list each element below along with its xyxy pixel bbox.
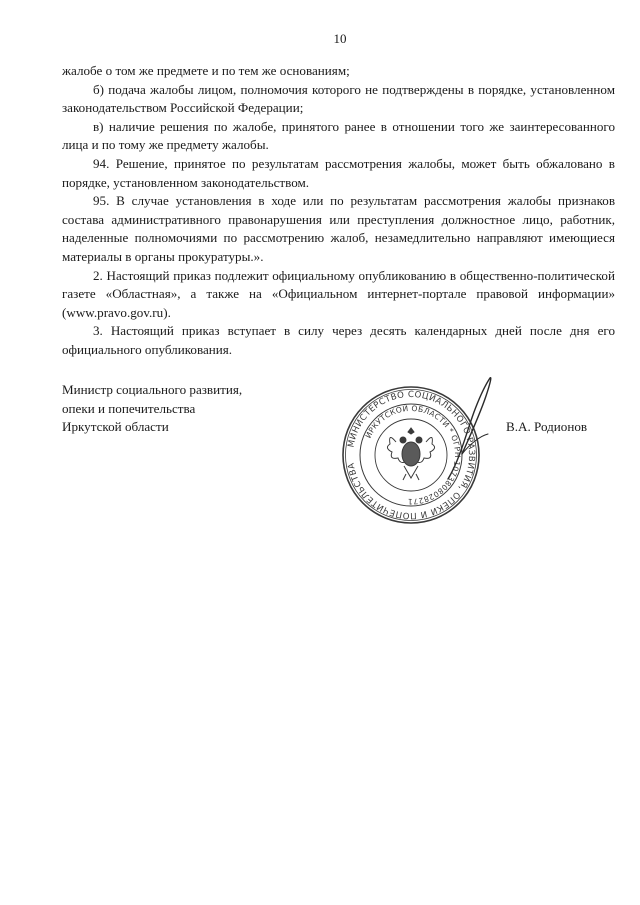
position-line: Иркутской области <box>62 419 169 434</box>
signatory-position <box>62 381 242 437</box>
paragraph-2-publication: 2. Настоящий приказ подлежит официальному опубликованию в общественно-политической газете «Областная», а также на «Официальном интернет-портале правовой информации» (www.pravo.gov.ru). <box>62 267 615 320</box>
document-body <box>62 62 615 360</box>
paragraph-item-v: в) наличие решения по жалобе, принятого ранее в отношении того же заинтересованного лица и по тому же предмету жалобы. <box>62 118 615 153</box>
position-line: опеки и попечительства <box>62 400 196 416</box>
paragraph-item-b: б) подача жалобы лицом, полномочия которого не подтверждены в порядке, установленном законодательством Российской Федерации; <box>62 81 615 116</box>
signer-name: В.А. Родионов <box>506 419 588 434</box>
seal-inner-text: ИРКУТСКОЙ ОБЛАСТИ * ОГРН 1073808028271 <box>363 403 463 507</box>
paragraph-continuation: жалобе о том же предмете и по тем же основаниям; <box>62 63 350 78</box>
page-number: 10 <box>333 31 347 46</box>
position-line: Министр социального развития, <box>62 382 243 397</box>
handwritten-signature <box>440 374 510 484</box>
paragraph-95: 95. В случае установления в ходе или по результатам рассмотрения жалобы признаков состава административного правонарушения или преступления должностное лицо, работник, наделенные полномочиями по рассмотрению жалоб, незамедлительно направляют имеющиеся материалы в органы прокуратуры.». <box>62 193 615 264</box>
seal-outer-text: МИНИСТЕРСТВО СОЦИАЛЬНОГО РАЗВИТИЯ, ОПЕКИ И ПОПЕЧИТЕЛЬСТВА <box>346 389 477 521</box>
paragraph-3-effective-date: 3. Настоящий приказ вступает в силу через десять календарных дней после дня его официального опубликования. <box>62 323 615 357</box>
paragraph-94: 94. Решение, принятое по результатам рассмотрения жалобы, может быть обжаловано в порядке, установленном законодательством. <box>62 155 615 190</box>
coat-of-arms-icon <box>387 428 434 480</box>
